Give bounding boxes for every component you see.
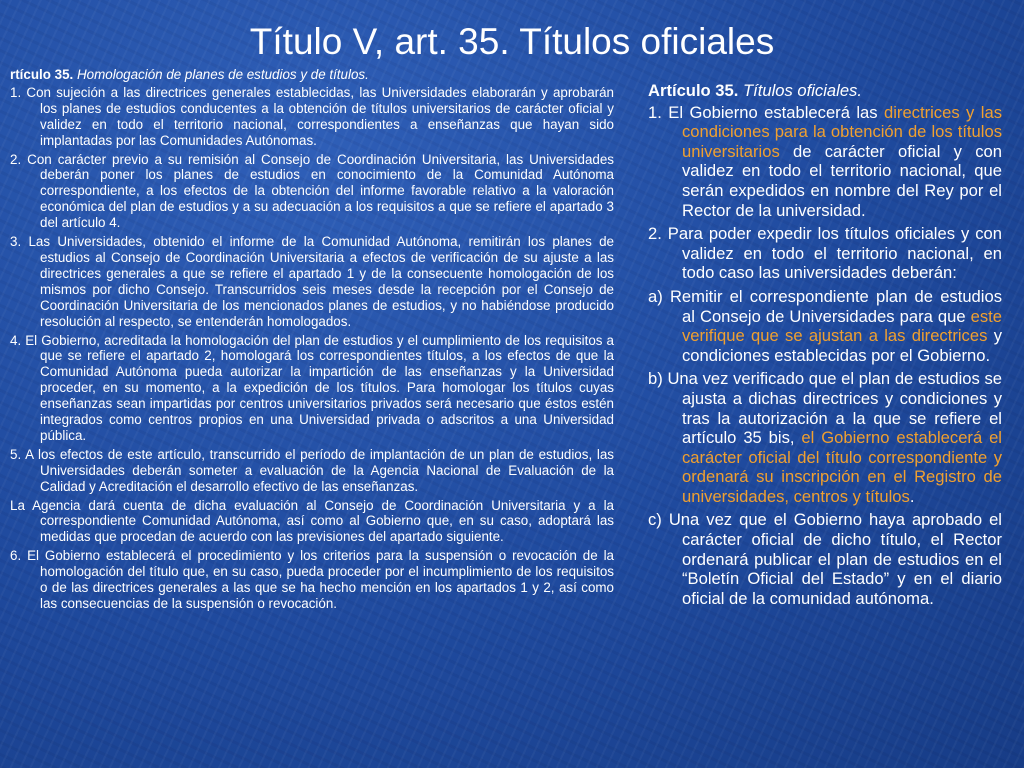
right-pa-highlight: este verifique que se ajustan a las directrices (682, 306, 1002, 346)
right-heading-number: Artículo 35 (648, 81, 734, 100)
left-column-lou-2001 (10, 67, 614, 615)
right-pb-text-b: . (909, 486, 915, 506)
right-pa-text-b: y condiciones establecidas por el Gobierno. (682, 326, 1002, 365)
left-paragraph-6: 6. El Gobierno establecerá el procedimiento y los criterios para la suspensión o revocación de la homologación del título que, en su caso, pueda proceder por el incumplimiento de los requisitos o de las directrices generales a las que se ha hecho mención en los apartados 1 y 2, así como las consecuencias de la suspensión o revocación. (10, 548, 614, 611)
right-article-heading (648, 81, 1002, 101)
right-column-lomlou-2007 (648, 81, 1002, 612)
left-article-heading (10, 67, 614, 83)
right-heading-separator: . (733, 81, 743, 100)
right-paragraph-b (648, 369, 1002, 506)
right-paragraph-2: 2. Para poder expedir los títulos oficiales y con validez en todo el territorio nacional, en todo caso las universidades deberán: (648, 224, 1002, 283)
right-pb-text-a: b) Una vez verificado que el plan de estudios se ajusta a dichas directrices y condiciones y tras la autorización a la que se refiere el artículo 35 bis, (648, 369, 1002, 448)
left-paragraph-agencia: La Agencia dará cuenta de dicha evaluación al Consejo de Coordinación Universitaria y a la correspondiente Comunidad Autónoma, así como al Gobierno que, en su caso, adoptará las medidas que procedan de acuerdo con las previsiones del apartado siguiente. (10, 497, 614, 545)
left-paragraph-4: 4. El Gobierno, acreditada la homologación del plan de estudios y el cumplimiento de los requisitos a que se refiere el apartado 2, homologará los correspondientes títulos, a los efectos de que la Comunidad Autónoma pueda autorizar la impartición de las enseñanzas y la Universidad proceder, en su momento, a la expedición de los títulos. Para homologar los títulos cuyas enseñanzas sean impartidas por centros universitarios privados será necesario que éstos estén integrados como centros propios en una Universidad privada o adscritos a una Universidad pública. (10, 332, 614, 443)
right-p1-highlight: directrices y las condiciones para la obtención de los títulos universitarios (682, 102, 1002, 161)
right-heading-subtitle: Títulos oficiales. (743, 81, 862, 100)
right-paragraph-a (648, 287, 1002, 365)
right-pb-highlight: el Gobierno establecerá el carácter oficial del título correspondiente y ordenará su inscripción en el Registro de universidades, centros y títulos (682, 428, 1002, 506)
right-paragraph-1 (648, 103, 1002, 221)
right-pa-text-a: a) Remitir el correspondiente plan de estudios al Consejo de Universidades para que (648, 286, 1002, 326)
left-paragraph-2: 2. Con carácter previo a su remisión al Consejo de Coordinación Universitaria, las Universidades deberán poner los planes de estudios en conocimiento de la Comunidad Autónoma correspondiente, a los efectos de la obtención del informe favorable relativo a la valoración económica del plan de estudios y a su adecuación a los requisitos a que se refiere el apartado 3 del artículo 4. (10, 151, 614, 231)
slide-title: Título V, art. 35. Títulos oficiales (249, 21, 775, 62)
left-heading-subtitle: Homologación de planes de estudios y de títulos. (77, 67, 369, 82)
right-paragraph-c: c) Una vez que el Gobierno haya aprobado el carácter oficial de dicho título, el Rector ordenará publicar el plan de estudios en el “Boletín Oficial del Estado” y en el diario oficial de la comunidad autónoma. (648, 510, 1002, 608)
left-heading-number: rtículo 35. (10, 67, 74, 82)
left-paragraph-3: 3. Las Universidades, obtenido el informe de la Comunidad Autónoma, remitirán los planes de estudios al Consejo de Coordinación Universitaria a efectos de verificación de su ajuste a las directrices generales a que se refiere el apartado 1 y de la consecuente homologación de los mismos por dicho Consejo. Transcurridos seis meses desde la recepción por el Consejo de Coordinación Universitaria de los mencionados planes de estudios, y no habiéndose producido resolución al respecto, se entenderán homologados. (10, 234, 614, 329)
left-paragraph-5: 5. A los efectos de este artículo, transcurrido el período de implantación de un plan de estudios, las Universidades deberán someter a evaluación de la Agencia Nacional de Evaluación de la Calidad y Acreditación el desarrollo efectivo de las enseñanzas. (10, 446, 614, 494)
right-p1-text-b: de carácter oficial y con validez en todo el territorio nacional, que serán expedidos en nombre del Rey por el Rector de la universidad. (682, 141, 1002, 220)
left-paragraph-1: 1. Con sujeción a las directrices generales establecidas, las Universidades elaborarán y aprobarán los planes de estudios conducentes a la obtención de títulos universitarios de carácter oficial y validez en todo el territorio nacional, correspondientes a enseñanzas que hayan sido implantadas por las Comunidades Autónomas. (10, 84, 614, 148)
right-p1-text-a: 1. El Gobierno establecerá las (648, 102, 885, 122)
